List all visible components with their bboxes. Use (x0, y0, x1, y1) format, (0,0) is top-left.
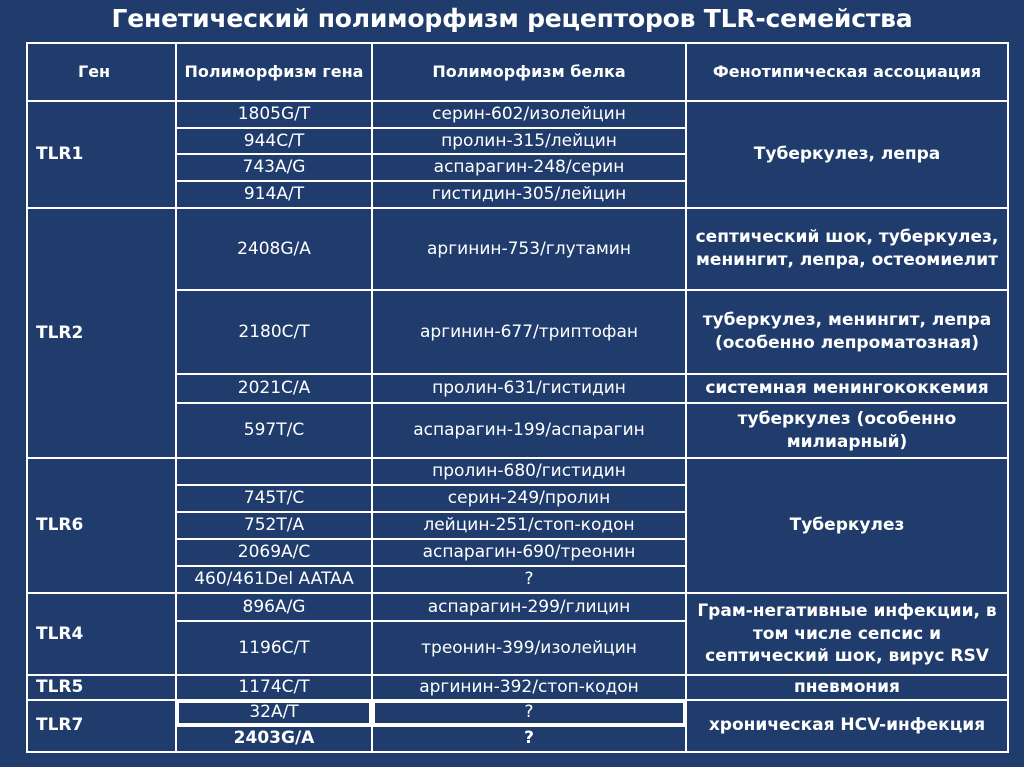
protein-polymorphism-cell: аргинин-753/глутамин (372, 208, 686, 290)
phenotype-cell: септический шок, туберкулез, менингит, лепра, остеомиелит (686, 208, 1008, 290)
phenotype-cell: Туберкулез (686, 458, 1008, 593)
table-header-row (27, 43, 1008, 101)
gene-polymorphism-cell: 2408G/A (176, 208, 372, 290)
protein-polymorphism-cell: аспарагин-199/аспарагин (372, 403, 686, 458)
gene-polymorphism-cell: 1174C/T (176, 675, 372, 700)
protein-polymorphism-cell: аргинин-677/триптофан (372, 290, 686, 374)
gene-polymorphism-cell (176, 458, 372, 485)
phenotype-cell: системная менингококкемия (686, 374, 1008, 403)
protein-polymorphism-cell: пролин-680/гистидин (372, 458, 686, 485)
gene-polymorphism-cell: 944C/T (176, 128, 372, 154)
gene-polymorphism-cell: 1196C/T (176, 621, 372, 675)
protein-polymorphism-cell: ? (372, 726, 686, 752)
protein-polymorphism-cell: аргинин-392/стоп-кодон (372, 675, 686, 700)
phenotype-cell: туберкулез, менингит, лепра (особенно лепроматозная) (686, 290, 1008, 374)
gene-polymorphism-cell: 2180C/T (176, 290, 372, 374)
gene-polymorphism-cell: 2069A/C (176, 539, 372, 566)
protein-polymorphism-cell: ? (372, 566, 686, 593)
protein-polymorphism-cell: аспарагин-299/глицин (372, 593, 686, 621)
gene-polymorphism-cell: 914A/T (176, 181, 372, 208)
polymorphism-table (26, 42, 1009, 753)
gene-polymorphism-cell: 1805G/T (176, 101, 372, 128)
gene-polymorphism-cell: 743A/G (176, 154, 372, 181)
header-gene-polymorphism: Полиморфизм гена (176, 43, 372, 101)
protein-polymorphism-cell: пролин-315/лейцин (372, 128, 686, 154)
phenotype-cell: туберкулез (особенно милиарный) (686, 403, 1008, 458)
protein-polymorphism-cell: аспарагин-690/треонин (372, 539, 686, 566)
table-row (27, 700, 1008, 726)
gene-polymorphism-cell: 460/461Del AATAA (176, 566, 372, 593)
protein-polymorphism-cell: аспарагин-248/серин (372, 154, 686, 181)
protein-polymorphism-cell: серин-602/изолейцин (372, 101, 686, 128)
protein-polymorphism-cell: лейцин-251/стоп-кодон (372, 512, 686, 539)
gene-cell-tlr6: TLR6 (27, 458, 176, 593)
gene-polymorphism-cell: 597T/C (176, 403, 372, 458)
phenotype-cell: Туберкулез, лепра (686, 101, 1008, 208)
page-title: Генетический полиморфизм рецепторов TLR-семейства (111, 4, 913, 33)
gene-polymorphism-cell: 2021C/A (176, 374, 372, 403)
table-row (27, 101, 1008, 128)
protein-polymorphism-cell: гистидин-305/лейцин (372, 181, 686, 208)
gene-cell-tlr1: TLR1 (27, 101, 176, 208)
phenotype-cell: пневмония (686, 675, 1008, 700)
table-row (27, 593, 1008, 621)
header-protein-polymorphism: Полиморфизм белка (372, 43, 686, 101)
protein-polymorphism-cell: треонин-399/изолейцин (372, 621, 686, 675)
gene-polymorphism-cell: 896A/G (176, 593, 372, 621)
protein-polymorphism-cell: ? (372, 700, 686, 726)
header-gene: Ген (27, 43, 176, 101)
gene-cell-tlr2: TLR2 (27, 208, 176, 458)
gene-cell-tlr7: TLR7 (27, 700, 176, 752)
gene-polymorphism-cell: 752T/A (176, 512, 372, 539)
table-row (27, 458, 1008, 485)
phenotype-cell: хроническая HCV-инфекция (686, 700, 1008, 752)
gene-cell-tlr4: TLR4 (27, 593, 176, 675)
protein-polymorphism-cell: пролин-631/гистидин (372, 374, 686, 403)
table-row (27, 208, 1008, 290)
table-row (27, 675, 1008, 700)
gene-cell-tlr5: TLR5 (27, 675, 176, 700)
protein-polymorphism-cell: серин-249/пролин (372, 485, 686, 512)
header-phenotype: Фенотипическая ассоциация (686, 43, 1008, 101)
gene-polymorphism-cell: 32A/T (176, 700, 372, 726)
phenotype-cell: Грам-негативные инфекции, в том числе сепсис и септический шок, вирус RSV (686, 593, 1008, 675)
gene-polymorphism-cell: 745T/C (176, 485, 372, 512)
gene-polymorphism-cell: 2403G/A (176, 726, 372, 752)
